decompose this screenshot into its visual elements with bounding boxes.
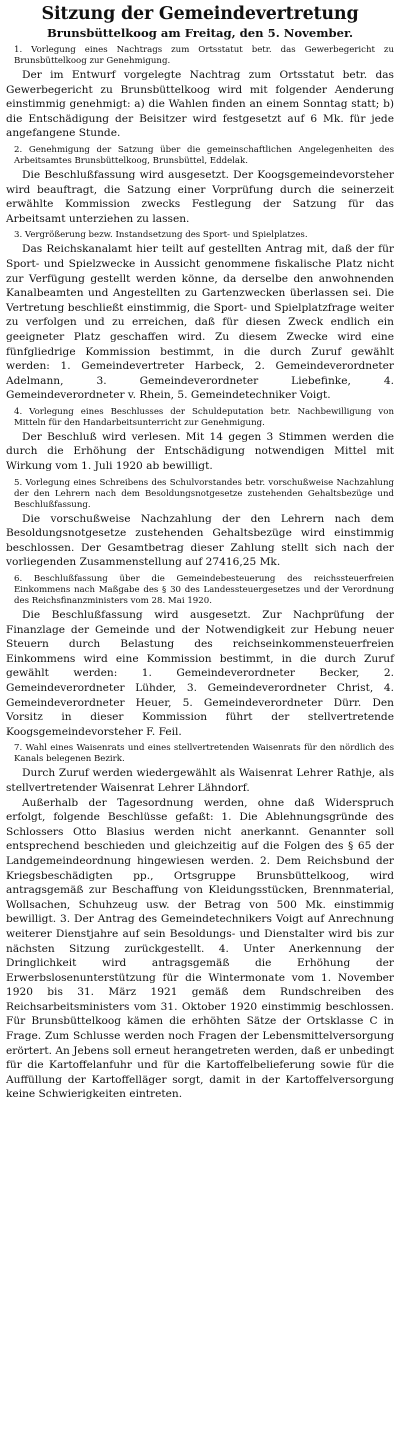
agenda-item-3 — [6, 230, 394, 403]
agenda-item-body: Die Beschlußfassung wird ausgesetzt. Zur Nachprüfung der Finanzlage der Gemeinde und der Notwendigkeit zur Hebung neuer Steuern durch Belastung des reichseinkommensteuerfreien Einkommens wird eine Kommission bestimmt, in die durch Zuruf gewählt werden: 1. Gemeindeverordneter Becker, 2. Gemeindeverordneter Lühder, 3. Gemeindeverordneter Christ, 4. Gemeindeverordneter Heuer, 5. Gemeindeverordneter Dürr. Den Vorsitz in dieser Kommission führt der stellvertretende Koogsgemeindevorsteher F. Feil. — [6, 609, 394, 738]
agenda-item-heading: 5. Vorlegung eines Schreibens des Schulvorstandes betr. vorschußweise Nachzahlung der den Lehrern nach dem Besoldungsnotgesetze zustehenden Gehaltsbezüge und Beschlußfassung. — [14, 477, 394, 510]
agenda-item-1 — [6, 45, 394, 141]
article-subtitle: Brunsbüttelkoog am Freitag, den 5. November. — [46, 26, 354, 40]
closing-paragraph: Außerhalb der Tagesordnung werden, ohne daß Widerspruch erfolgt, folgende Beschlüsse gefaßt: 1. Die Ablehnungsgründe des Schlossers Otto Blasius werden nicht anerkannt. Genannter soll entsprechend beschieden und gleichzeitig auf die Folgen des § 65 der Landgemeindeordnung hingewiesen werden. 2. Dem Reichsbund der Kriegsbeschädigten pp., Ortsgruppe Brunsbüttelkoog, wird antragsgemäß zur Beschaffung von Kleidungsstücken, Brennmaterial, Wollsachen, Schuhzeug usw. der Betrag von 500 Mk. einstimmig bewilligt. 3. Der Antrag des Gemeindetechnikers Voigt auf Anrechnung weiterer Dienstjahre auf sein Besoldungs- und Dienstalter wird bis zur nächsten Sitzung zurückgestellt. 4. Unter Anerkennung der Dringlichkeit wird antragsgemäß die Erhöhung der Erwerbslosenunterstützung für die Wintermonate vom 1. November 1920 bis 31. März 1921 gemäß dem Rundschreiben des Reichsarbeitsministers vom 31. Oktober 1920 einstimmig beschlossen. Für Brunsbüttelkoog kämen die erhöhten Sätze der Ortsklasse C in Frage. Zum Schlusse werden noch Fragen der Lebensmittelversorgung erörtert. An Jebens soll erneut herangetreten werden, daß er unbedingt für die Kartoffelanfuhr und für die Kartoffelbelieferung sowie für die Auffüllung der Kartoffelläger sorgt, damit in der Kartoffelversorgung keine Schwierigkeiten eintreten. — [6, 796, 394, 1101]
agenda-item-6 — [6, 574, 394, 739]
article-title: Sitzung der Gemeindevertretung — [41, 4, 359, 24]
agenda-item-heading: 2. Genehmigung der Satzung über die gemeinschaftlichen Angelegenheiten des Arbeitsamtes Brunsbüttelkoog, Brunsbüttel, Eddelak. — [14, 144, 394, 166]
agenda-item-5 — [6, 478, 394, 570]
agenda-item-body: Das Reichskanalamt hier teilt auf gestellten Antrag mit, daß der für Sport- und Spielzwecke in Aussicht genommene fiskalische Platz nicht zur Verfügung gestellt werden könne, da derselbe den anwohnenden Kanalbeamten und Angestellten zu Gartenzwecken überlassen sei. Die Vertretung beschließt einstimmig, die Sport- und Spielplatzfrage weiter zu verfolgen und zu erreichen, daß für diesen Zweck endlich ein geeigneter Platz geschaffen wird. Zu diesem Zwecke wird eine fünfgliedrige Kommission bestimmt, in die durch Zuruf gewählt werden: 1. Gemeindevertreter Harbeck, 2. Gemeindeverordneter Adelmann, 3. Gemeindeverordneter Liebefinke, 4. Gemeindeverordneter v. Rhein, 5. Gemeindetechniker Voigt. — [6, 243, 394, 402]
agenda-item-heading: 3. Vergrößerung bezw. Instandsetzung des Sport- und Spielplatzes. — [14, 230, 308, 241]
agenda-item-heading: 7. Wahl eines Waisenrats und eines stellvertretenden Waisenrats für den nördlich des Kanals belegenen Bezirk. — [14, 743, 394, 765]
agenda-item-heading: 1. Vorlegung eines Nachtrags zum Ortsstatut betr. das Gewerbegericht zu Brunsbüttelkoog zur Genehmigung. — [14, 45, 394, 66]
agenda-item-body: Durch Zuruf werden wiedergewählt als Waisenrat Lehrer Rathje, als stellvertretender Waisenrat Lehrer Lähndorf. — [6, 767, 394, 794]
agenda-item-heading: 4. Vorlegung eines Beschlusses der Schuldeputation betr. Nachbewilligung von Mitteln für den Handarbeitsunterricht zur Genehmigung. — [14, 406, 394, 428]
agenda-item-heading: 6. Beschlußfassung über die Gemeindebesteuerung des reichssteuerfreien Einkommens nach Maßgabe des § 30 des Landessteuergesetzes und der Verordnung des Reichsfinanzministers vom 28. Mai 1920. — [14, 574, 394, 607]
agenda-item-body: Die Beschlußfassung wird ausgesetzt. Der Koogsgemeindevorsteher wird beauftragt, die Satzung einer Vorprüfung durch die seinerzeit erwählte Kommission zwecks Festlegung der Satzung für das Arbeitsamt unterziehen zu lassen. — [6, 168, 394, 225]
agenda-item-2 — [6, 145, 394, 226]
agenda-item-body: Der im Entwurf vorgelegte Nachtrag zum Ortsstatut betr. das Gewerbegericht zu Brunsbüttelkoog wird mit folgender Aenderung einstimmig genehmigt: a) die Wahlen finden an einem Sonntag statt; b) die Entschädigung der Beisitzer wird festgesetzt auf 6 Mk. für jede angefangene Stunde. — [6, 69, 394, 140]
agenda-item-7 — [6, 743, 394, 795]
agenda-item-4 — [6, 407, 394, 474]
agenda-item-body: Der Beschluß wird verlesen. Mit 14 gegen 3 Stimmen werden die durch die Erhöhung der Entschädigung notwendigen Mittel mit Wirkung vom 1. Juli 1920 ab bewilligt. — [6, 430, 394, 473]
agenda-item-body: Die vorschußweise Nachzahlung der den Lehrern nach dem Besoldungsnotgesetze zustehenden Gehaltsbezüge wird einstimmig beschlossen. Der Gesamtbetrag dieser Zahlung stellt sich nach der vorliegenden Zusammenstellung auf 27416,25 Mk. — [6, 512, 394, 569]
